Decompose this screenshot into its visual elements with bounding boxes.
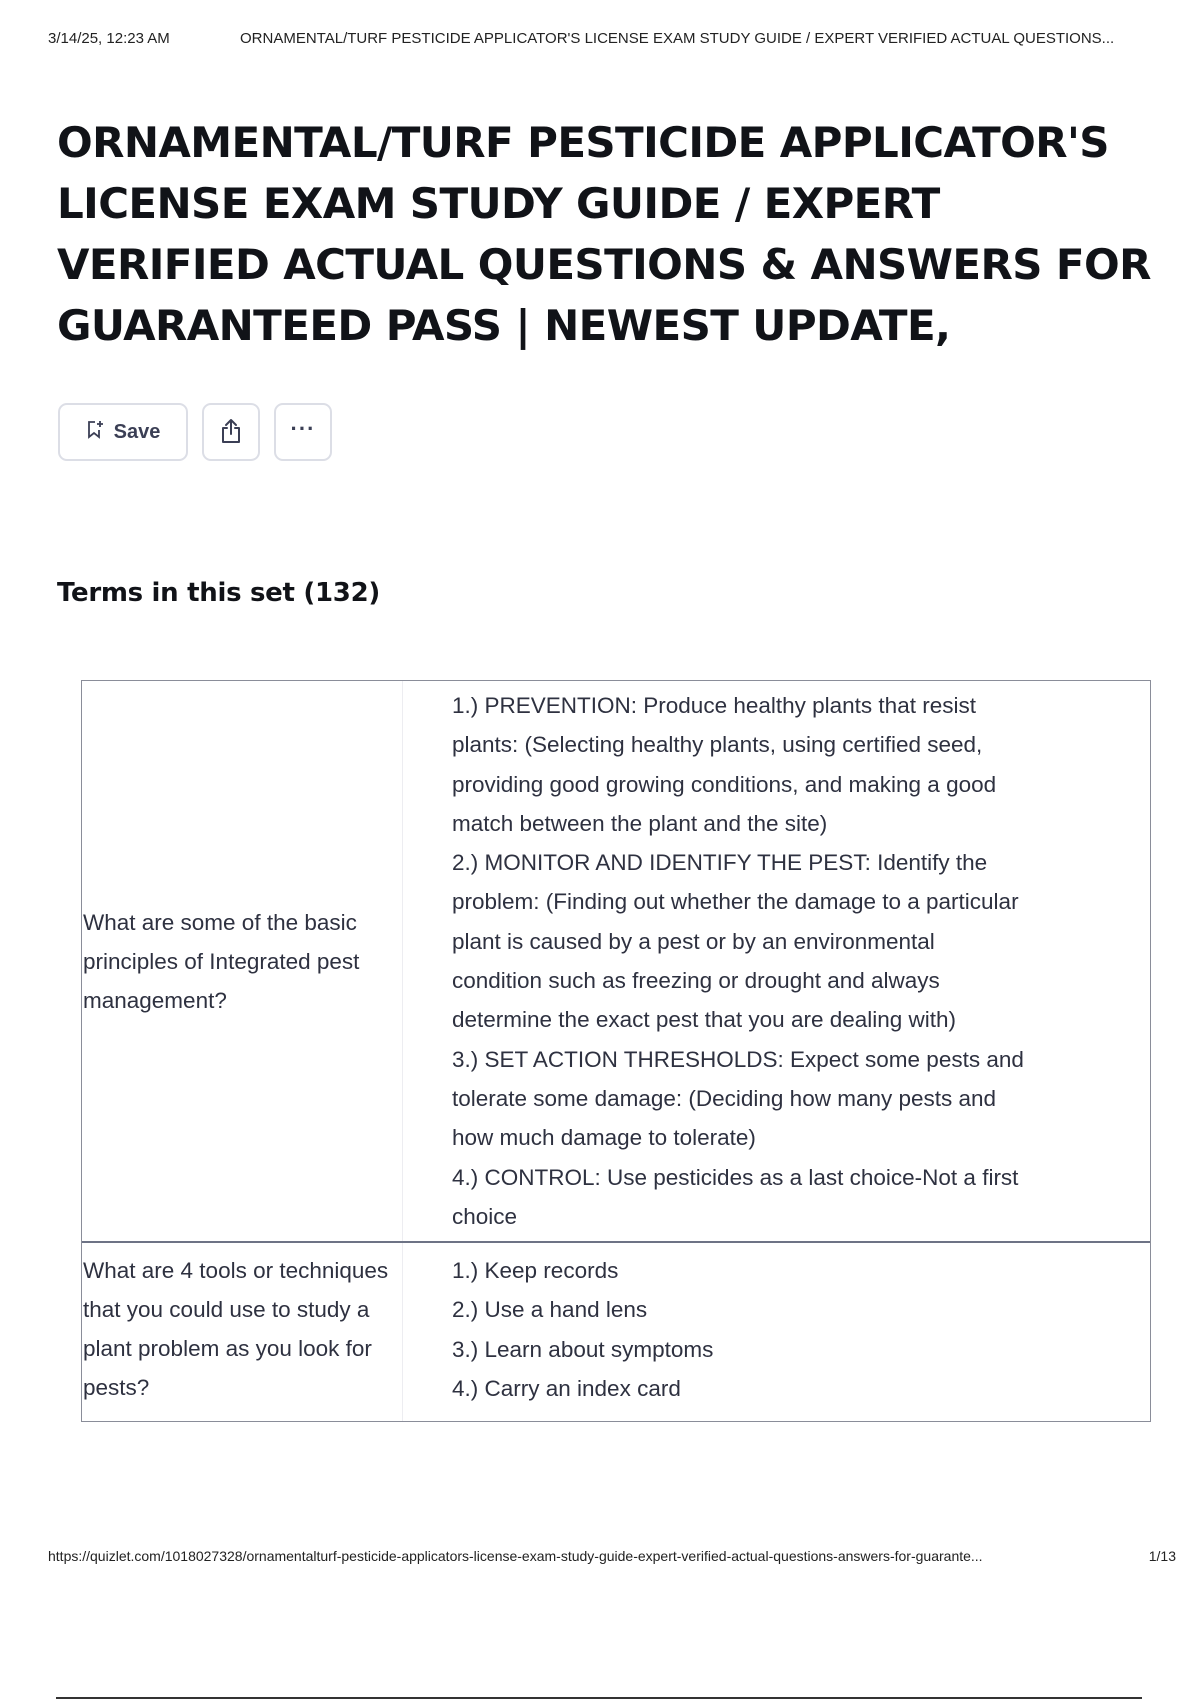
page-indicator: 1/13 xyxy=(1148,1548,1176,1564)
definition-text: 1.) PREVENTION: Produce healthy plants that resist plants: (Selecting healthy plants, using certified seed, providing good growing conditions, and making a good match between the plant and the site) 2.) MONITOR AND IDENTIFY THE PEST: Identify the problem: (Finding out whether the damage to a particular plant is caused by a pest or by an environmental condition such as freezing or drought and always determine the exact pest that you are dealing with) 3.) SET ACTION THRESHOLDS: Expect some pests and tolerate some damage: (Deciding how many pests and how much damage to tolerate) 4.) CONTROL: Use pesticides as a last choice-Not a first choice xyxy=(402,681,1150,1241)
share-button[interactable] xyxy=(202,403,260,461)
action-bar xyxy=(58,403,332,461)
page-title: ORNAMENTAL/TURF PESTICIDE APPLICATOR'S LICENSE EXAM STUDY GUIDE / EXPERT VERIFIED ACTUAL QUESTIONS & ANSWERS FOR GUARANTEED PASS | NEWEST UPDATE, xyxy=(57,118,1151,350)
print-document-title: ORNAMENTAL/TURF PESTICIDE APPLICATOR'S LICENSE EXAM STUDY GUIDE / EXPERT VERIFIED ACTUAL QUESTIONS... xyxy=(240,30,1115,47)
print-url: https://quizlet.com/1018027328/ornamentalturf-pesticide-applicators-license-exam-study-guide-expert-verified-actual-questions-answers-for-guarante... xyxy=(48,1548,983,1564)
share-icon xyxy=(219,418,243,447)
page-divider xyxy=(56,1697,1142,1699)
term-row xyxy=(82,1241,1150,1421)
print-header xyxy=(48,30,1176,47)
terms-table xyxy=(81,680,1151,1422)
definition-text: 1.) Keep records 2.) Use a hand lens 3.) Learn about symptoms 4.) Carry an index card xyxy=(402,1243,1150,1421)
term-row xyxy=(82,681,1150,1241)
more-options-button[interactable]: ··· xyxy=(274,403,332,461)
save-button-label: Save xyxy=(113,420,161,443)
print-timestamp: 3/14/25, 12:23 AM xyxy=(48,30,170,47)
print-footer xyxy=(48,1548,1176,1564)
bookmark-add-icon xyxy=(86,420,104,445)
terms-heading: Terms in this set (132) xyxy=(57,578,380,608)
save-button[interactable] xyxy=(58,403,188,461)
term-text: What are some of the basic principles of Integrated pest management? xyxy=(83,909,360,1013)
term-text: What are 4 tools or techniques that you could use to study a plant problem as you look for pests? xyxy=(83,1258,389,1401)
